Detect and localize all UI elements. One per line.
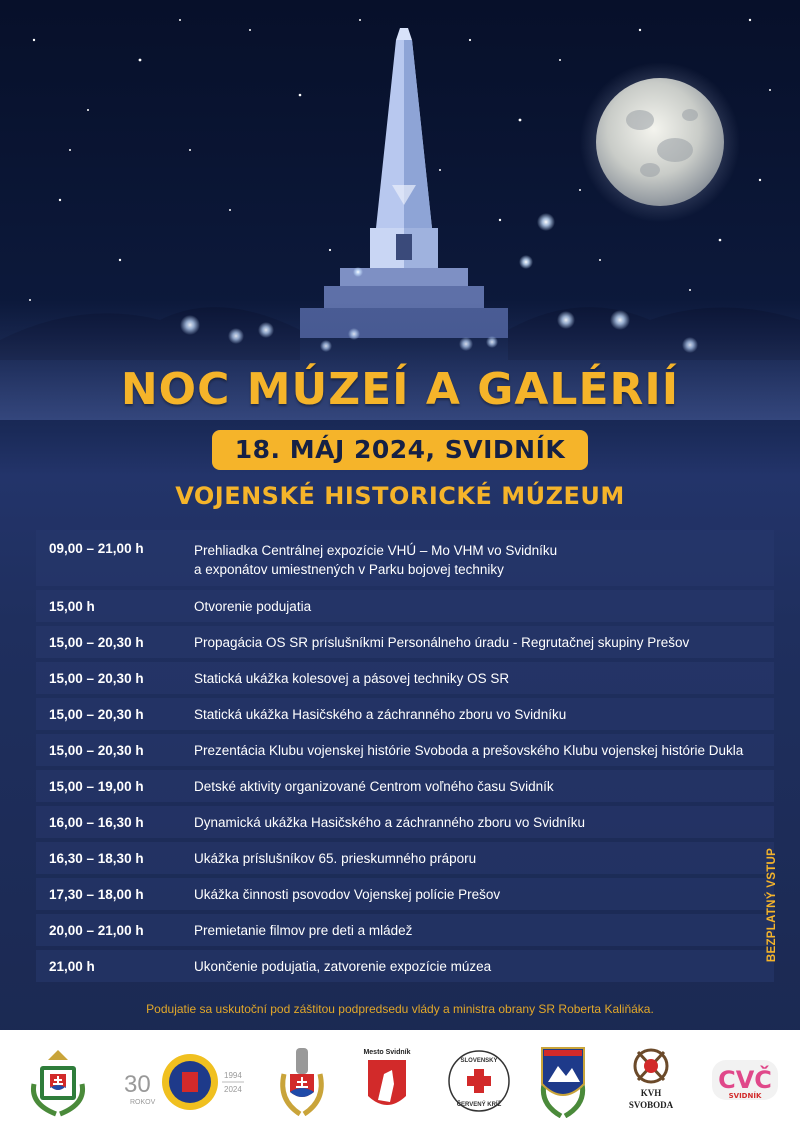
schedule-row <box>36 626 774 658</box>
schedule-row <box>36 698 774 730</box>
schedule-row <box>36 530 774 586</box>
schedule-description: Ukážka príslušníkov 65. prieskumného práporu <box>194 850 477 866</box>
schedule-time: 15,00 h <box>49 598 95 614</box>
schedule-time: 20,00 – 21,00 h <box>49 922 144 938</box>
svg-text:KVH: KVH <box>640 1088 662 1098</box>
hero-illustration <box>0 0 800 420</box>
svg-text:SVIDNÍK: SVIDNÍK <box>728 1092 762 1100</box>
schedule-time: 15,00 – 20,30 h <box>49 634 144 650</box>
partner-logos <box>0 1030 800 1132</box>
svg-text:CVČ: CVČ <box>718 1066 772 1094</box>
schedule-time: 17,30 – 18,00 h <box>49 886 144 902</box>
military-crest-icon <box>272 1044 332 1118</box>
free-entry-label: BEZPLATNÝ VSTUP <box>766 847 778 962</box>
schedule-description: Otvorenie podujatia <box>194 598 312 614</box>
schedule-description: Propagácia OS SR príslušníkmi Personálneho úradu - Regrutačnej skupiny Prešov <box>194 634 690 650</box>
schedule-row <box>36 806 774 838</box>
cvc-svidnik-logo <box>708 1044 782 1118</box>
schedule-time: 21,00 h <box>49 958 95 974</box>
svg-text:2024: 2024 <box>224 1085 242 1094</box>
event-title: NOC MÚZEÍ A GALÉRIÍ <box>120 364 680 415</box>
army-crest-icon <box>26 1044 90 1118</box>
schedule-description: Statická ukážka Hasičského a záchranného zboru vo Svidníku <box>194 706 567 722</box>
schedule-description: Ukončenie podujatia, zatvorenie expozície múzea <box>194 958 492 974</box>
schedule-description: Prehliadka Centrálnej expozície VHÚ – Mo VHM vo Svidníku a exponátov umiestnených v Parku bojovej techniky <box>194 543 558 577</box>
schedule-description: Dynamická ukážka Hasičského a záchranného zboru vo Svidníku <box>194 814 585 830</box>
schedule-time: 16,00 – 16,30 h <box>49 814 144 830</box>
red-cross-logo <box>446 1044 512 1118</box>
anniversary-logo <box>120 1044 250 1118</box>
schedule-row <box>36 950 774 982</box>
schedule-row <box>36 914 774 946</box>
schedule-description: Prezentácia Klubu vojenskej histórie Svoboda a prešovského Klubu vojenskej histórie Dukla <box>194 742 744 758</box>
venue-title: VOJENSKÉ HISTORICKÉ MÚZEUM <box>175 482 625 510</box>
schedule-time: 15,00 – 20,30 h <box>49 742 144 758</box>
schedule-row <box>36 878 774 910</box>
schedule-row <box>36 662 774 694</box>
svg-text:30: 30 <box>124 1071 151 1098</box>
svg-text:ROKOV: ROKOV <box>130 1099 156 1106</box>
schedule-description: Statická ukážka kolesovej a pásovej techniky OS SR <box>194 670 510 686</box>
svg-text:ČERVENÝ KRÍŽ: ČERVENÝ KRÍŽ <box>456 1102 502 1108</box>
schedule-time: 16,30 – 18,30 h <box>49 850 144 866</box>
svg-text:Mesto Svidník: Mesto Svidník <box>363 1049 411 1056</box>
svg-text:SLOVENSKÝ: SLOVENSKÝ <box>460 1058 498 1064</box>
event-date-badge: 18. MÁJ 2024, SVIDNÍK <box>212 430 588 470</box>
patronage-note: Podujatie sa uskutoční pod záštitou podpredsedu vlády a ministra obrany SR Roberta Kaliňáka. <box>146 1002 654 1016</box>
schedule-description: Ukážka činnosti psovodov Vojenskej polície Prešov <box>194 886 501 902</box>
schedule-description: Premietanie filmov pre deti a mládež <box>194 922 413 938</box>
kvh-svoboda-logo <box>620 1044 682 1118</box>
schedule-description: Detské aktivity organizované Centrom voľného času Svidník <box>194 778 554 794</box>
svg-text:1994: 1994 <box>224 1071 242 1080</box>
schedule-table <box>36 530 774 986</box>
moon-icon <box>596 78 724 206</box>
schedule-time: 15,00 – 20,30 h <box>49 670 144 686</box>
schedule-row <box>36 590 774 622</box>
battalion-badge-icon <box>534 1044 592 1118</box>
schedule-row <box>36 842 774 874</box>
monument-icon <box>300 28 508 338</box>
schedule-row <box>36 770 774 802</box>
schedule-row <box>36 734 774 766</box>
mesto-svidnik-logo <box>362 1044 412 1118</box>
schedule-time: 15,00 – 20,30 h <box>49 706 144 722</box>
schedule-time: 09,00 – 21,00 h <box>49 541 144 556</box>
svg-text:SVOBODA: SVOBODA <box>628 1100 674 1110</box>
schedule-time: 15,00 – 19,00 h <box>49 778 144 794</box>
